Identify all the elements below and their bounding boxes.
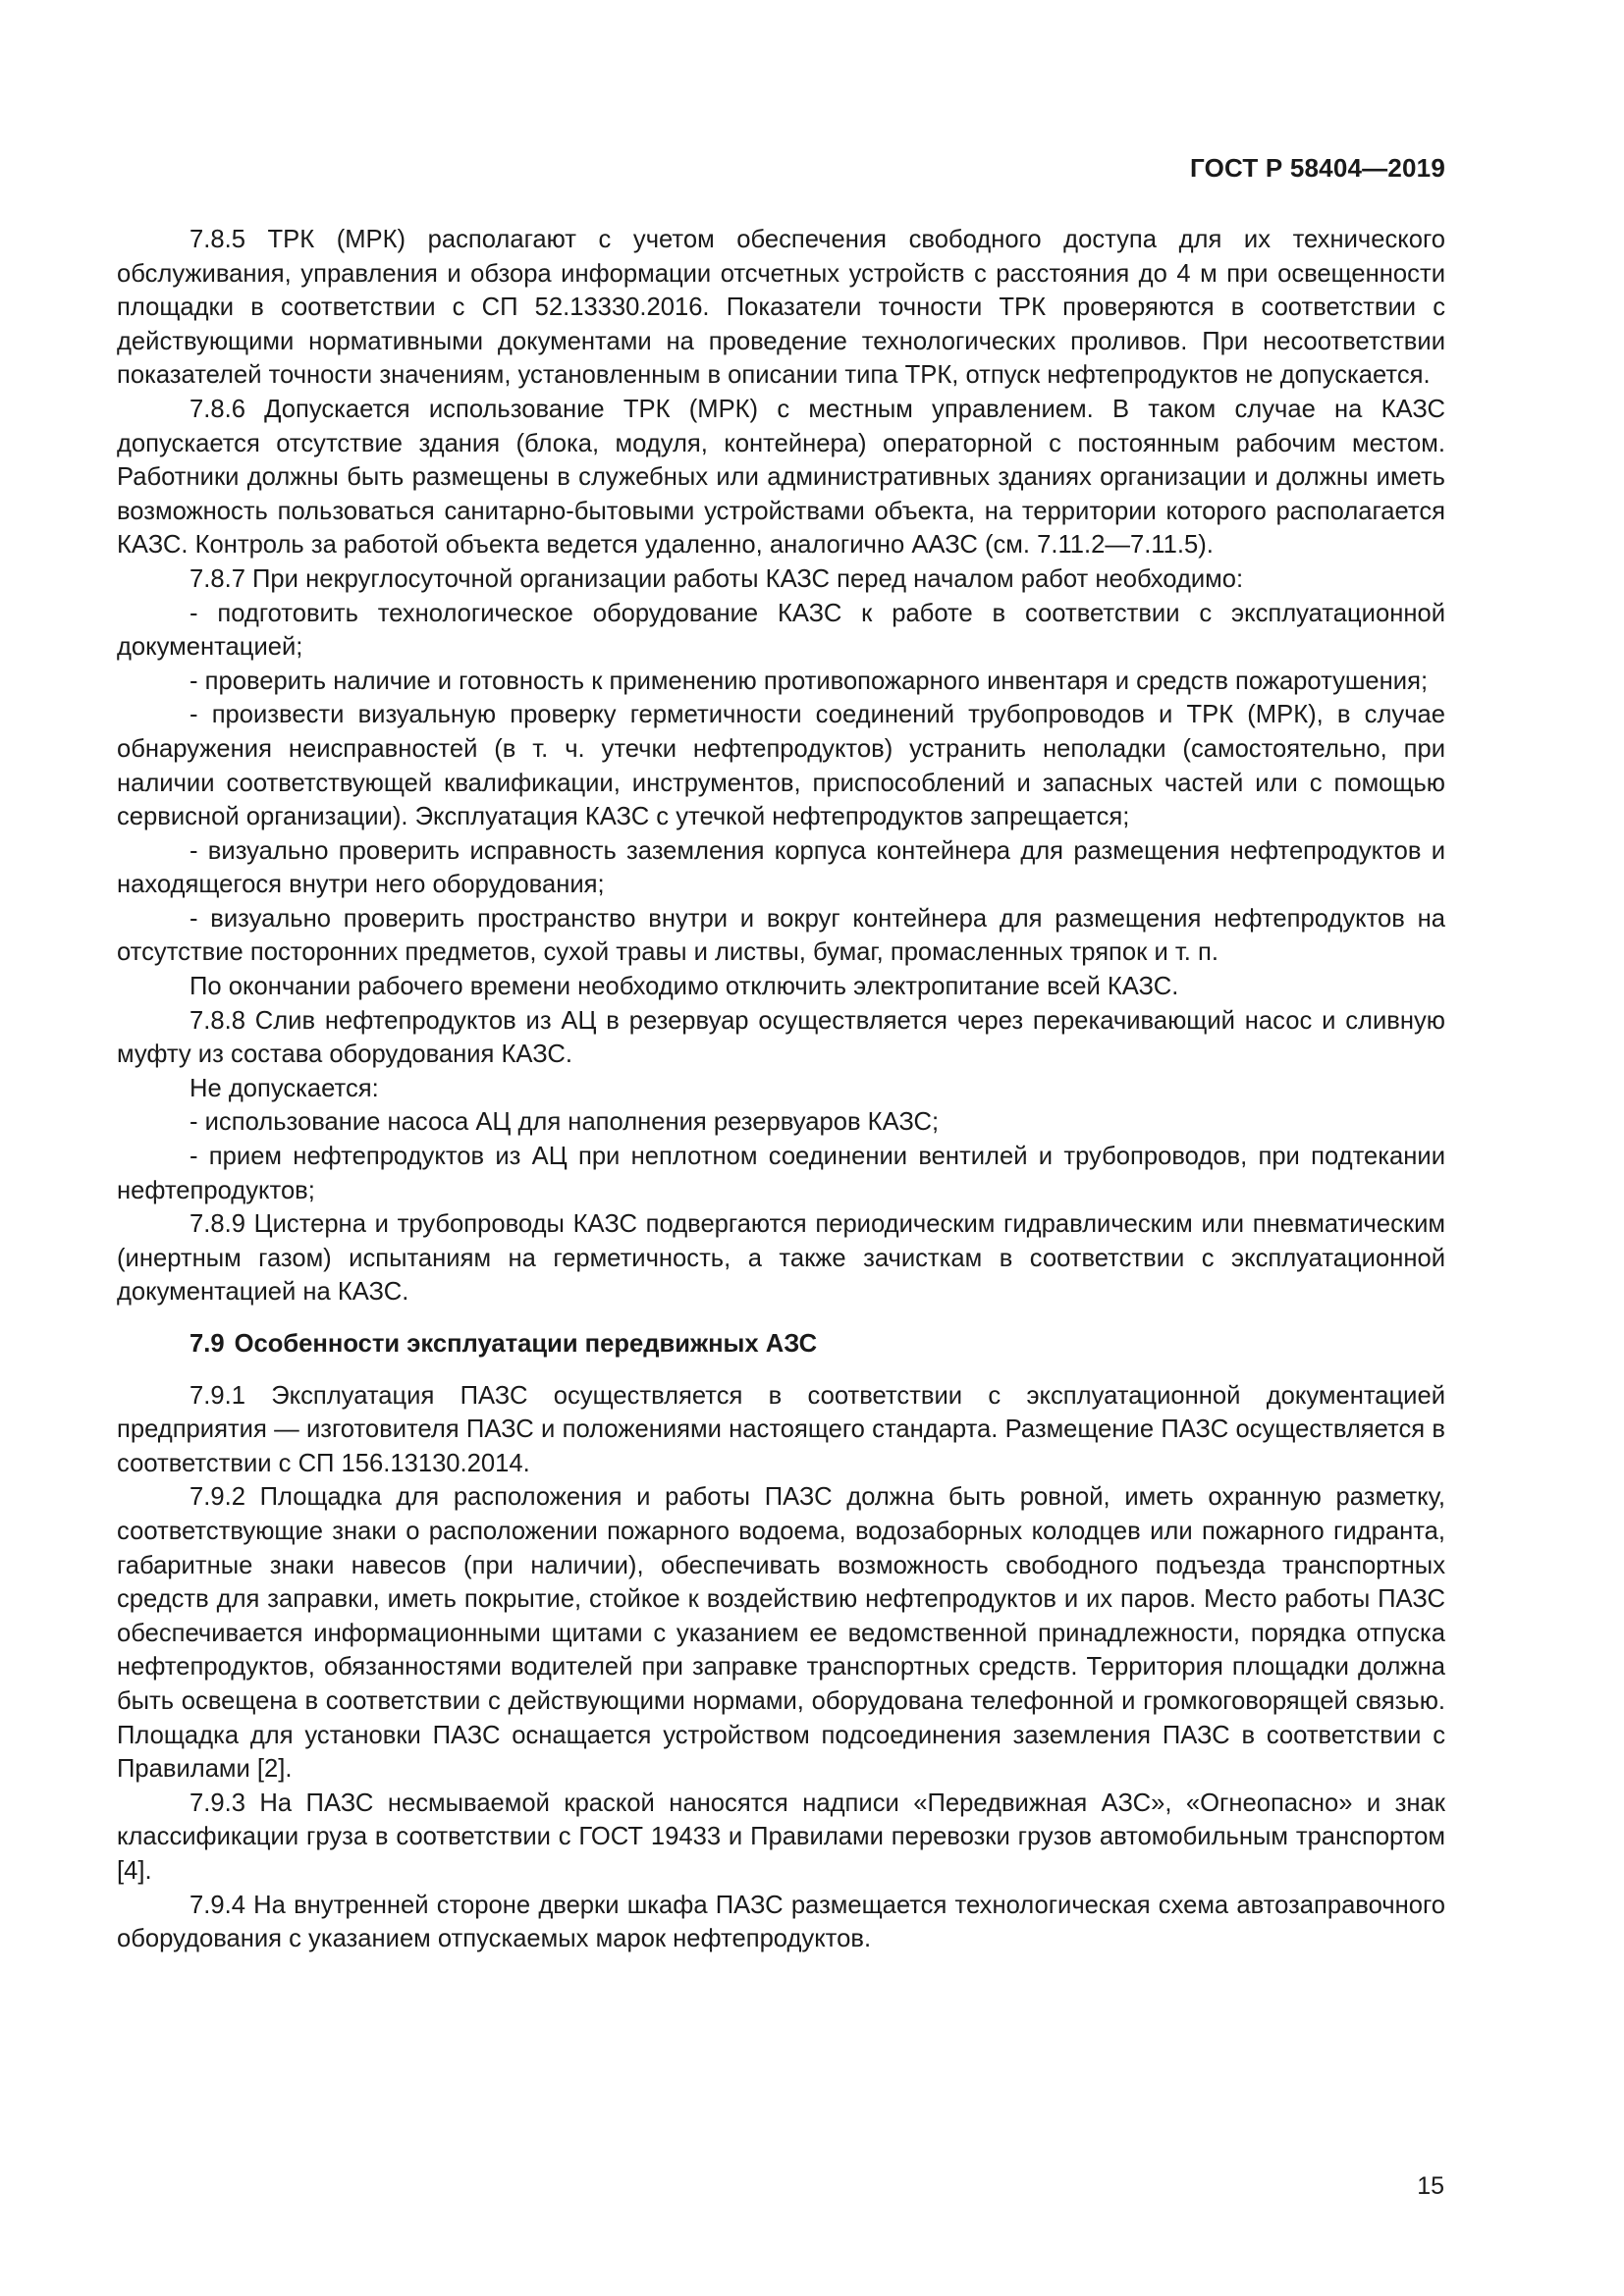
paragraph: 7.8.6 Допускается использование ТРК (МРК) с местным управлением. В таком случае на КАЗС допускается отсутствие здания (блока, модуля, контейнера) операторной с постоянным рабочим местом. Работники должны быть размещены в служебных или административных зданиях организации и должны иметь возможность пользоваться санитарно-бытовыми устройствами объекта, на территории которого располагается КАЗС. Контроль за работой объекта ведется удаленно, аналогично ААЗС (см. 7.11.2—7.11.5). — [117, 395, 1445, 560]
paragraph: По окончании рабочего времени необходимо отключить электропитание всей КАЗС. — [189, 973, 1179, 1001]
section-number: 7.9 — [189, 1330, 225, 1358]
section-title: Особенности эксплуатации передвижных АЗС — [234, 1330, 818, 1358]
list-item: - визуально проверить пространство внутри и вокруг контейнера для размещения нефтепродуктов на отсутствие посторонних предметов, сухой травы и листвы, бумаг, промасленных тряпок и т. п. — [117, 904, 1445, 967]
paragraph: 7.8.9 Цистерна и трубопроводы КАЗС подвергаются периодическим гидравлическим или пневматическим (инертным газом) испытаниям на герметичность, а также зачисткам в соответствии с эксплуатационной документацией на КАЗС. — [117, 1210, 1445, 1307]
document-body — [117, 223, 1445, 1956]
list-item: - визуально проверить исправность заземления корпуса контейнера для размещения нефтепродуктов и находящегося внутри него оборудования; — [117, 836, 1445, 899]
section-heading — [117, 1327, 1445, 1362]
paragraph: 7.8.8 Слив нефтепродуктов из АЦ в резервуар осуществляется через перекачивающий насос и сливную муфту из состава оборудования КАЗС. — [117, 1006, 1445, 1069]
paragraph: 7.9.2 Площадка для расположения и работы ПАЗС должна быть ровной, иметь охранную разметку, соответствующие знаки о расположении пожарного водоема, водозаборных колодцев или пожарного гидранта, габаритные знаки навесов (при наличии), обеспечивать возможность свободного подъезда транспортных средств для заправки, иметь покрытие, стойкое к воздействию нефтепродуктов и их паров. Место работы ПАЗС обеспечивается информационными щитами с указанием ее ведомственной принадлежности, порядка отпуска нефтепродуктов, обязанностями водителей при заправке транспортных средств. Территория площадки должна быть освещена в соответствии с действующими нормами, оборудована телефонной и громкоговорящей связью. Площадка для установки ПАЗС оснащается устройством подсоединения заземления ПАЗС в соответствии с Правилами [2]. — [117, 1483, 1445, 1784]
page-number: 15 — [1417, 2172, 1444, 2200]
paragraph: 7.9.1 Эксплуатация ПАЗС осуществляется в соответствии с эксплуатационной документацией предприятия — изготовителя ПАЗС и положениями настоящего стандарта. Размещение ПАЗС осуществляется в соответствии с СП 156.13130.2014. — [117, 1381, 1445, 1477]
list-item: - проверить наличие и готовность к применению противопожарного инвентаря и средств пожаротушения; — [189, 667, 1429, 695]
paragraph: 7.8.5 ТРК (МРК) располагают с учетом обеспечения свободного доступа для их технического обслуживания, управления и обзора информации отсчетных устройств с расстояния до 4 м при освещенности площадки в соответствии с СП 52.13330.2016. Показатели точности ТРК проверяются в соответствии с действующими нормативными документами на проведение технологических проливов. При несоответствии показателей точности значениям, установленным в описании типа ТРК, отпуск нефтепродуктов не допускается. — [117, 226, 1445, 390]
list-item: - использование насоса АЦ для наполнения резервуаров КАЗС; — [189, 1108, 940, 1137]
document-code-header: ГОСТ Р 58404—2019 — [1190, 153, 1445, 183]
paragraph: 7.8.7 При некруглосуточной организации работы КАЗС перед началом работ необходимо: — [189, 564, 1244, 593]
list-item: - подготовить технологическое оборудование КАЗС к работе в соответствии с эксплуатационной документацией; — [117, 599, 1445, 662]
list-item: - прием нефтепродуктов из АЦ при неплотном соединении вентилей и трубопроводов, при подтекании нефтепродуктов; — [117, 1143, 1445, 1204]
paragraph: 7.9.3 На ПАЗС несмываемой краской наносятся надписи «Передвижная АЗС», «Огнеопасно» и знак классификации груза в соответствии с ГОСТ 19433 и Правилами перевозки грузов автомобильным транспортом [4]. — [117, 1789, 1445, 1885]
paragraph: 7.9.4 На внутренней стороне дверки шкафа ПАЗС размещается технологическая схема автозаправочного оборудования с указанием отпускаемых марок нефтепродуктов. — [117, 1891, 1445, 1953]
list-item: - произвести визуальную проверку герметичности соединений трубопроводов и ТРК (МРК), в случае обнаружения неисправностей (в т. ч. утечки нефтепродуктов) устранить неполадки (самостоятельно, при наличии соответствующей квалификации, инструментов, приспособлений и запасных частей или с помощью сервисной организации). Эксплуатация КАЗС с утечкой нефтепродуктов запрещается; — [117, 701, 1445, 831]
paragraph: Не допускается: — [189, 1074, 379, 1102]
